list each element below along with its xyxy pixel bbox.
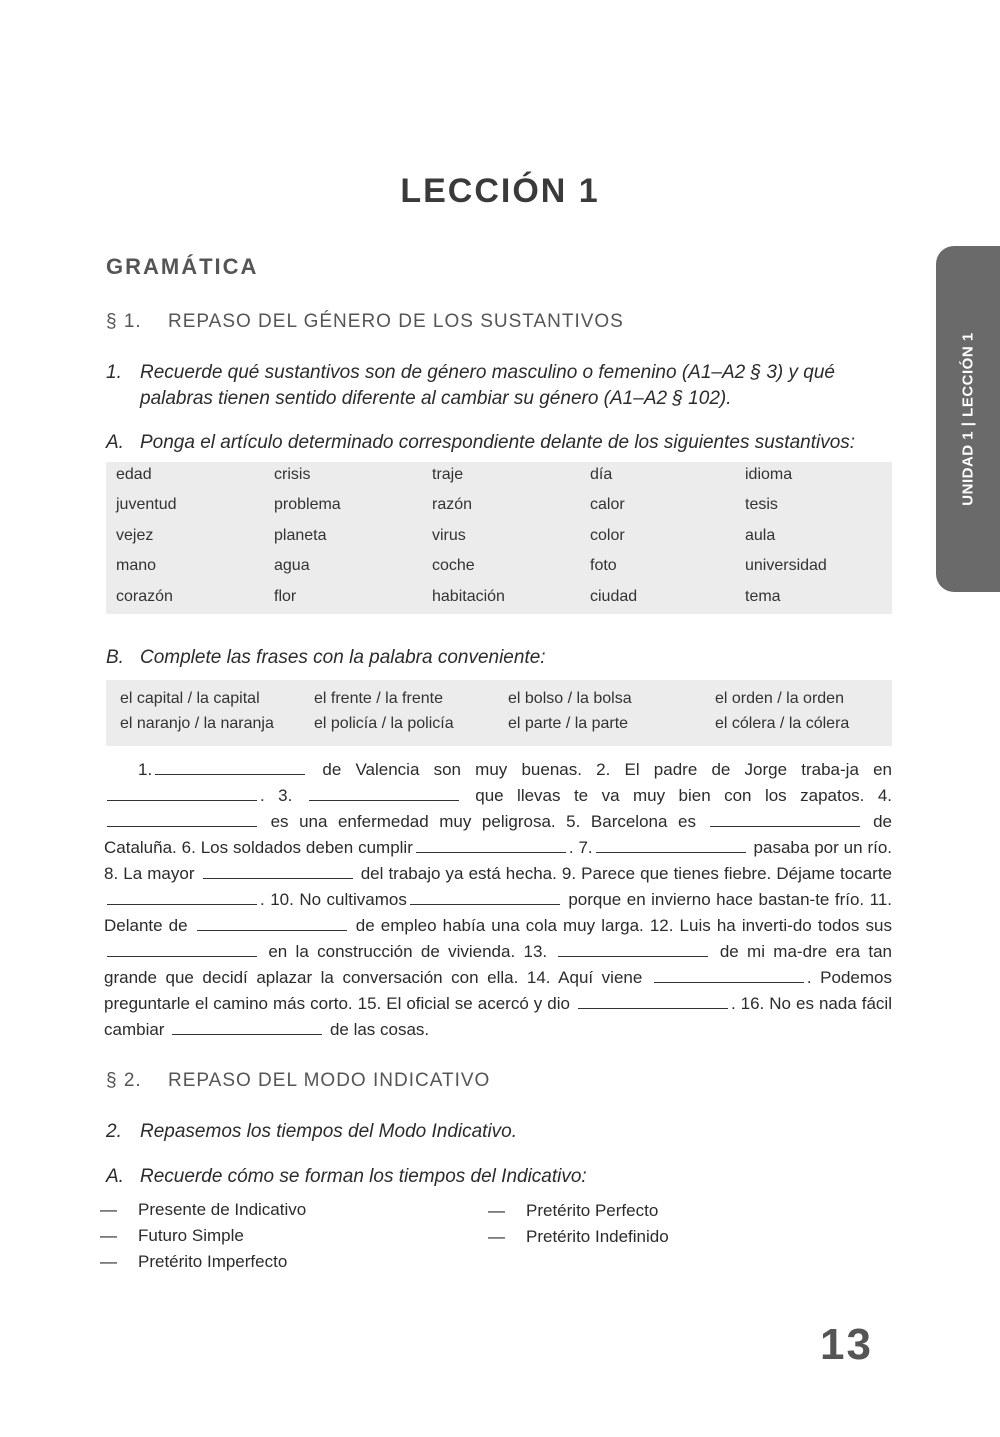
blank-14[interactable] <box>654 968 804 983</box>
exercise-2a-text: Recuerde cómo se forman los tiempos del Indicativo: <box>140 1166 587 1187</box>
noun-cell: calor <box>590 496 625 514</box>
word-pair: el parte / la parte <box>508 715 629 732</box>
fill-text-segment: . Podemos preguntarle el camino más corto. 15. El oficial se acercó y dio <box>104 968 892 1013</box>
noun-cell: aula <box>745 526 776 544</box>
blank-8[interactable] <box>203 864 353 879</box>
noun-cell: corazón <box>116 587 173 605</box>
fill-in-exercise <box>104 757 892 1043</box>
blank-16[interactable] <box>172 1020 322 1035</box>
exercise-1b-instruction <box>106 645 906 671</box>
exercise-1b-letter: B. <box>106 647 124 668</box>
subsection-2-number: § 2. <box>106 1070 142 1091</box>
section-heading: GRAMÁTICA <box>106 254 259 279</box>
fill-text-segment: de Valencia son muy buenas. 2. El padre de Jorge traba-ja en <box>322 760 892 779</box>
noun-cell: tema <box>745 587 781 605</box>
noun-cell: foto <box>590 557 617 575</box>
subsection-1-number: § 1. <box>106 311 142 332</box>
fill-text-segment: del trabajo ya está hecha. 9. Parece que tienes fiebre. Déjame tocarte <box>360 864 892 883</box>
blank-9[interactable] <box>107 890 257 905</box>
page-title: LECCIÓN 1 <box>400 172 600 210</box>
blank-12[interactable] <box>107 942 257 957</box>
noun-cell: agua <box>274 557 310 575</box>
noun-cell: razón <box>432 496 473 514</box>
word-pair: el capital / la capital <box>120 690 260 707</box>
exercise-1-instruction <box>106 360 906 412</box>
subsection-1-heading <box>106 311 624 333</box>
word-pairs-box <box>106 680 892 746</box>
blank-3[interactable] <box>309 786 459 801</box>
blank-6[interactable] <box>416 838 566 853</box>
blank-10[interactable] <box>410 890 560 905</box>
noun-cell: edad <box>116 466 152 483</box>
noun-cell: habitación <box>432 587 505 605</box>
noun-cell: coche <box>432 557 475 575</box>
noun-cell: flor <box>274 587 297 605</box>
noun-table <box>106 462 892 614</box>
blank-4[interactable] <box>107 812 257 827</box>
exercise-1a-text: Ponga el artículo determinado correspondiente delante de los siguientes sustantivos: <box>140 432 856 453</box>
exercise-1-line-1: Recuerde qué sustantivos son de género masculino o femenino (A1–A2 § 3) y qué <box>140 362 835 383</box>
fill-text-segment: pasaba por un río. 8. La mayor <box>104 838 892 883</box>
word-pair: el naranjo / la naranja <box>120 715 274 732</box>
fill-text-segment: de Cataluña. 6. Los soldados deben cumplir <box>104 812 893 857</box>
noun-cell: juventud <box>116 496 177 514</box>
noun-cell: crisis <box>274 466 311 483</box>
noun-cell: traje <box>432 466 464 483</box>
noun-cell: día <box>590 466 613 483</box>
noun-cell: color <box>590 526 625 544</box>
fill-text-segment: de mi ma-dre era tan grande que decidí aplazar la conversación con ella. 14. Aquí viene <box>104 942 892 987</box>
exercise-1a-letter: A. <box>106 432 124 453</box>
fill-text-segment: de empleo había una cola muy larga. 12. Luis ha inverti-do todos sus <box>355 916 892 935</box>
word-pair: el frente / la frente <box>314 690 443 707</box>
noun-cell: planeta <box>274 526 327 544</box>
side-tab-label: UNIDAD 1 | LECCIÓN 1 <box>959 332 977 506</box>
blank-11[interactable] <box>197 916 347 931</box>
noun-cell: tesis <box>745 496 778 514</box>
blank-1[interactable] <box>155 760 305 775</box>
fill-text-segment: . 10. No cultivamos <box>260 890 407 909</box>
word-pair: el policía / la policía <box>314 715 454 732</box>
exercise-1-number: 1. <box>106 362 122 383</box>
exercise-2a-letter: A. <box>106 1166 124 1187</box>
exercise-2a-instruction <box>106 1164 906 1190</box>
subsection-1-title: REPASO DEL GÉNERO DE LOS SUSTANTIVOS <box>168 311 624 332</box>
exercise-1a-instruction <box>106 430 926 456</box>
blank-2[interactable] <box>107 786 257 801</box>
blank-5[interactable] <box>710 812 860 827</box>
fill-text-segment: porque en invierno hace bastan-te frío. 11. Delante de <box>104 890 892 935</box>
subsection-2-title: REPASO DEL MODO INDICATIVO <box>168 1070 491 1091</box>
noun-cell: ciudad <box>590 587 638 605</box>
word-pair: el cólera / la cólera <box>715 715 850 732</box>
word-pair: el orden / la orden <box>715 690 844 707</box>
blank-7[interactable] <box>596 838 746 853</box>
fill-text-segment: . 7. <box>568 838 593 857</box>
fill-text-segment: . 3. <box>260 786 293 805</box>
noun-cell: problema <box>274 496 341 514</box>
word-pair: el bolso / la bolsa <box>508 690 632 707</box>
fill-text-segment: de las cosas. <box>329 1020 430 1039</box>
fill-text-segment: que llevas te va muy bien con los zapatos. 4. <box>475 786 893 805</box>
exercise-1b-text: Complete las frases con la palabra conveniente: <box>140 647 546 668</box>
blank-13[interactable] <box>558 942 708 957</box>
noun-cell: vejez <box>116 526 154 544</box>
exercise-1-line-2: palabras tienen sentido diferente al cambiar su género (A1–A2 § 102). <box>140 388 732 409</box>
noun-cell: virus <box>432 526 466 544</box>
subsection-2-heading <box>106 1070 490 1092</box>
noun-cell: universidad <box>745 557 827 575</box>
exercise-2-number: 2. <box>106 1121 122 1142</box>
fill-text-segment: es una enfermedad muy peligrosa. 5. Barcelona es <box>270 812 696 831</box>
fill-text-segment: . 16. No es nada fácil cambiar <box>104 994 892 1039</box>
fill-text-segment: en la construcción de vivienda. 13. <box>268 942 548 961</box>
page-number: 13 <box>820 1320 873 1369</box>
noun-cell: mano <box>116 557 157 575</box>
blank-15[interactable] <box>578 994 728 1009</box>
exercise-2-text: Repasemos los tiempos del Modo Indicativo. <box>140 1121 518 1142</box>
noun-cell: idioma <box>745 466 793 483</box>
exercise-2-instruction <box>106 1119 906 1145</box>
fill-text-segment: 1. <box>138 760 153 779</box>
